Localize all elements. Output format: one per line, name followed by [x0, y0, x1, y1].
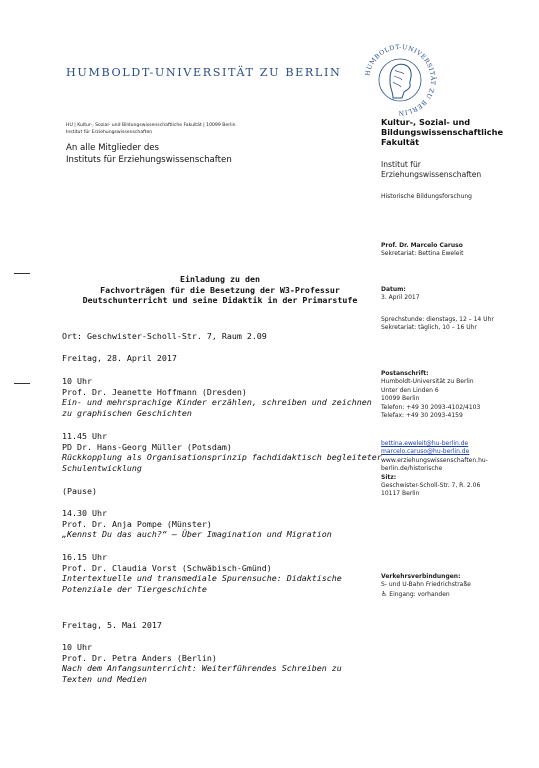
- punch-mark: [14, 383, 30, 384]
- online-contact: bettina.eweleit@hu-berlin.de marcelo.caruso@hu-berlin.de www.erziehungswissenschaften.hu- berlin.de/historische Sitz: Geschwister-Scholl-Str. 7, R. 2.06 10117 Berlin: [381, 440, 488, 498]
- institute-name: Institut für Erziehungswissenschaften: [381, 160, 482, 179]
- fold-mark: [14, 273, 30, 274]
- location: Ort: Geschwister-Scholl-Str. 7, Raum 2.09: [62, 331, 267, 341]
- talk-2: 11.45 Uhr PD Dr. Hans-Georg Müller (Potsdam) Rückkopplung als Organisationsprinzip fachdidaktisch begleiteter Schulentwicklung: [62, 431, 382, 473]
- email-link-secretary[interactable]: bettina.eweleit@hu-berlin.de: [381, 440, 469, 447]
- day2-date: Freitag, 5. Mai 2017: [62, 620, 162, 630]
- university-name: HUMBOLDT-UNIVERSITÄT ZU BERLIN: [66, 66, 342, 79]
- talk-1: 10 Uhr Prof. Dr. Jeanette Hoffmann (Dresden) Ein- und mehrsprachige Kinder erzählen, schreiben und zeichnen zu graphischen Geschichten: [62, 376, 372, 418]
- office-hours: Sprechstunde: dienstags, 12 – 14 Uhr Sekretariat: täglich, 10 – 16 Uhr: [381, 316, 494, 332]
- wheelchair-icon: ♿: [381, 589, 388, 598]
- talk-4: 16.15 Uhr Prof. Dr. Claudia Vorst (Schwäbisch-Gmünd) Intertextuelle und transmediale Spurensuche: Didaktische Potenziale der Tiergeschichte: [62, 552, 342, 594]
- day1-date: Freitag, 28. April 2017: [62, 353, 177, 363]
- department-name: Historische Bildungsforschung: [381, 193, 472, 200]
- postal-address: Postanschrift: Humboldt-Universität zu Berlin Unter den Linden 6 10099 Berlin Telefon: +49 30 2093-4102/4103 Telefax: +49 30 2093-4159: [381, 370, 481, 420]
- talk-3: 14.30 Uhr Prof. Dr. Anja Pompe (Münster) „Kennst Du das auch?“ – Über Imagination und Migration: [62, 508, 332, 540]
- sender-address-line: HU | Kultur-, Sozial- und Bildungswissenschaftliche Fakultät | 10099 Berlin Institut für Erziehungswissenschaften: [66, 123, 236, 135]
- svg-text:HUMBOLDT-UNIVERSITÄT ZU BERLIN: HUMBOLDT-UNIVERSITÄT ZU BERLIN: [364, 43, 437, 117]
- pause: (Pause): [62, 486, 97, 496]
- faculty-name: Kultur-, Sozial- und Bildungswissenschaftliche Fakultät: [381, 117, 504, 148]
- recipient-block: An alle Mitglieder des Instituts für Erziehungswissenschaften: [66, 143, 232, 165]
- transport-block: Verkehrsverbindungen: S- und U-Bahn Friedrichstraße ♿ Eingang: vorhanden: [381, 573, 471, 598]
- talk-5: 10 Uhr Prof. Dr. Petra Anders (Berlin) Nach dem Anfangsunterricht: Weiterführendes Schreiben zu Texten und Medien: [62, 642, 342, 684]
- contact-person: Prof. Dr. Marcelo Caruso Sekretariat: Bettina Eweleit: [381, 242, 464, 258]
- date-block: Datum: 3. April 2017: [381, 286, 420, 302]
- website-text: www.erziehungswissenschaften.hu-: [381, 456, 488, 464]
- email-link-professor[interactable]: marcelo.caruso@hu-berlin.de: [381, 448, 470, 456]
- invitation-heading: Einladung zu den Fachvorträgen für die Besetzung der W3-Professur Deutschunterricht und seine Didaktik in der Primarstufe: [82, 274, 358, 306]
- university-seal-icon: [360, 40, 440, 120]
